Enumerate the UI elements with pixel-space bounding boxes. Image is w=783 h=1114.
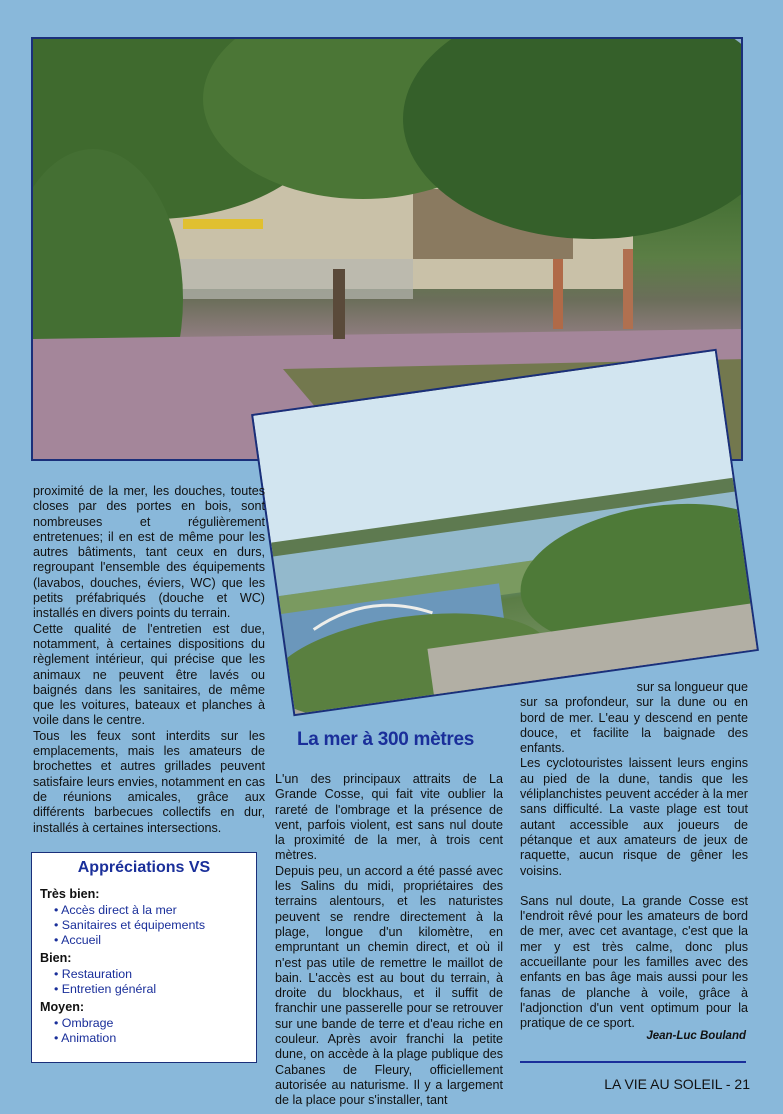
section-heading: La mer à 300 mètres [297, 729, 475, 750]
ratings-item: • Ombrage [54, 1016, 114, 1030]
ratings-item: • Sanitaires et équipements [54, 918, 206, 932]
paragraph: proximité de la mer, les douches, toutes closes par des portes en bois, sont nombreuses et régulièrement entretenues; il en est de même pour les autres bâtiments, tant ceux en durs, regroupant l'ensemble des équipements (lavabos, douches, éviers, WC) que les petits préfabriqués (douche et WC) installés en divers points du terrain. [33, 484, 265, 621]
ratings-title: Appréciations VS [77, 859, 211, 876]
paragraph: Depuis peu, un accord a été passé avec les Salins du midi, propriétaires des terrains alentours, et les naturistes peuvent se rendre directement à la plage, longue d'un kilomètre, en empruntant un chemin direct, et où il n'est pas utile de remettre le maillot de bain. L'accès est au bout du terrain, à droite du blockhaus, et il suffit de franchir une passerelle pour se retrouver sur une bande de terre et d'eau riche en couleur. Après avoir franchi la petite dune, on accède à la plage publique des Cabanes de Fleury, officiellement autorisée au naturisme. Il y a largement de la place pour s'installer, tant [275, 863, 503, 1108]
ratings-category: Bien: [40, 951, 72, 965]
ratings-category: Moyen: [40, 1000, 85, 1014]
ratings-group [40, 887, 248, 947]
paragraph: sur sa longueur que [636, 680, 748, 694]
ratings-box [31, 852, 257, 1063]
column-middle [275, 772, 503, 1109]
paragraph: Les cyclotouristes laissent leurs engins au pied de la dune, tandis que les véliplanchistes peuvent accéder à la mer sans difficulté. La vaste plage est tout autant accessible aux joueurs de pétanque et aux amateurs de jeux de raquette, aucun risque de gêner les voisins. [520, 756, 748, 878]
paragraph: Cette qualité de l'entretien est due, notamment, à certaines dispositions du règlement intérieur, qui précise que les animaux ne peuvent être lavés ou baignés dans les sanitaires, de même que les voitures, bateaux et planches à voile dans le centre. [33, 621, 265, 728]
ratings-category: Très bien: [40, 887, 100, 901]
ratings-item: • Restauration [54, 967, 133, 981]
column-left [33, 484, 265, 836]
column-right [520, 680, 748, 1032]
paragraph: Tous les feux sont interdits sur les emplacements, mais les amateurs de brochettes et autres grillades peuvent satisfaire leurs envies, notamment en cas de réunions amicales, grâce aux différents barbecues collectifs en dur, installés à certaines intersections. [33, 728, 265, 835]
ratings-item: • Accueil [54, 933, 102, 947]
author-signature: Jean-Luc Bouland [646, 1030, 746, 1042]
paragraph: L'un des principaux attraits de La Grande Cosse, qui fait vite oublier la rareté de l'ombrage et la présence de vent, parfois violent, est sans nul doute la proximité de la mer, à trois cent mètres. [275, 772, 503, 863]
ratings-item: • Entretien général [54, 982, 157, 996]
ratings-group [40, 951, 248, 996]
ratings-item: • Animation [54, 1031, 117, 1045]
ratings-group [40, 1000, 248, 1045]
paragraph: Sans nul doute, La grande Cosse est l'endroit rêvé pour les amateurs de bord de mer, avec cet avantage, c'est que la mer y est très calme, donc plus accueillante pour les familles avec des enfants en bas âge mais aussi pour les fanas de planche à voile, grâce à l'adjonction d'un vent optimum pour la pratique de ce sport. [520, 893, 748, 1031]
paragraph: sur sa profondeur, sur la dune ou en bord de mer. L'eau y descend en pente douce, et facilite la baignade des enfants. [520, 695, 748, 756]
page-footer: LA VIE AU SOLEIL - 21 [604, 1076, 750, 1092]
lagoon-photo [251, 349, 759, 716]
ratings-item: • Accès direct à la mer [54, 903, 177, 917]
footer-divider [520, 1061, 746, 1063]
